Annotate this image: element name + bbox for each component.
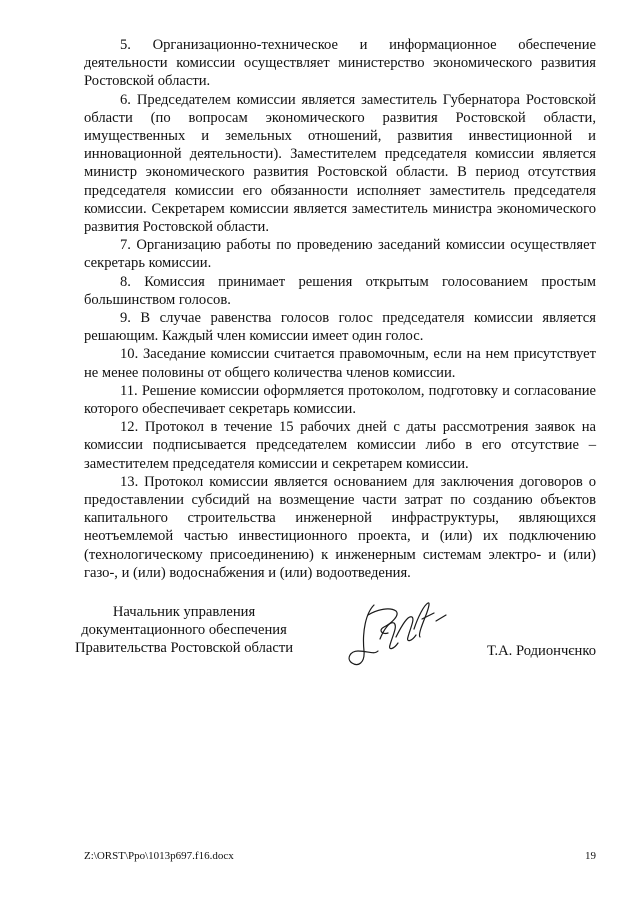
paragraph-13: 13. Протокол комиссии является основанием для заключения договоров о предоставлении субсидий на возмещение части затрат по созданию объектов капитального строительства инженерной инфраструктуры, являющихся неотъемлемой частью инвестиционного проекта, и (или) их подключению (технологическому присоединению) к инженерным системам электро- и (или) газо-, и (или) водоснабжения и (или) водоотведения.	[84, 473, 596, 581]
paragraph-9: 9. В случае равенства голосов голос председателя комиссии является решающим. Каждый член комиссии имеет один голос.	[84, 310, 596, 345]
paragraph-12: 12. Протокол в течение 15 рабочих дней с даты рассмотрения заявок на комиссии подписывается председателем комиссии либо в его отсутствие – заместителем председателя комиссии и секретарем комиссии.	[84, 419, 596, 472]
signatory-title	[64, 603, 304, 658]
signatory-name: Т.А. Родиончєнко	[487, 643, 596, 659]
footer-page-number: 19	[585, 850, 596, 862]
paragraph-6: 6. Председателем комиссии является заместитель Губернатора Ростовской области (по вопросам экономического развития Ростовской области, имущественных и земельных отношений, развития инвестиционной и инновационной деятельности). Заместителем председателя комиссии является министр экономического развития Ростовской области. В период отсутствия председателя комиссии его обязанности исполняет заместитель председателя комиссии. Секретарем комиссии является заместитель министра экономического развития Ростовской области.	[84, 91, 596, 236]
document-body	[84, 36, 596, 582]
signature-block	[64, 603, 596, 683]
handwritten-signature	[344, 593, 454, 673]
paragraph-10: 10. Заседание комиссии считается правомочным, если на нем присутствует не менее половины от общего количества членов комиссии.	[84, 346, 596, 381]
paragraph-8: 8. Комиссия принимает решения открытым голосованием простым большинством голосов.	[84, 273, 596, 308]
footer-file-path: Z:\ORST\Ppo\1013p697.f16.docx	[84, 850, 234, 862]
paragraph-11: 11. Решение комиссии оформляется протоколом, подготовку и согласование которого обеспечивает секретарь комиссии.	[84, 382, 596, 418]
signatory-title-line-2: документационного обеспечения	[81, 622, 287, 639]
paragraph-5: 5. Организационно-техническое и информационное обеспечение деятельности комиссии осуществляет министерство экономического развития Ростовской области.	[84, 37, 596, 90]
paragraph-7: 7. Организацию работы по проведению заседаний комиссии осуществляет секретарь комиссии.	[84, 237, 596, 272]
signatory-title-line-3: Правительства Ростовской области	[74, 640, 294, 657]
signatory-title-line-1: Начальник управления	[112, 604, 256, 620]
